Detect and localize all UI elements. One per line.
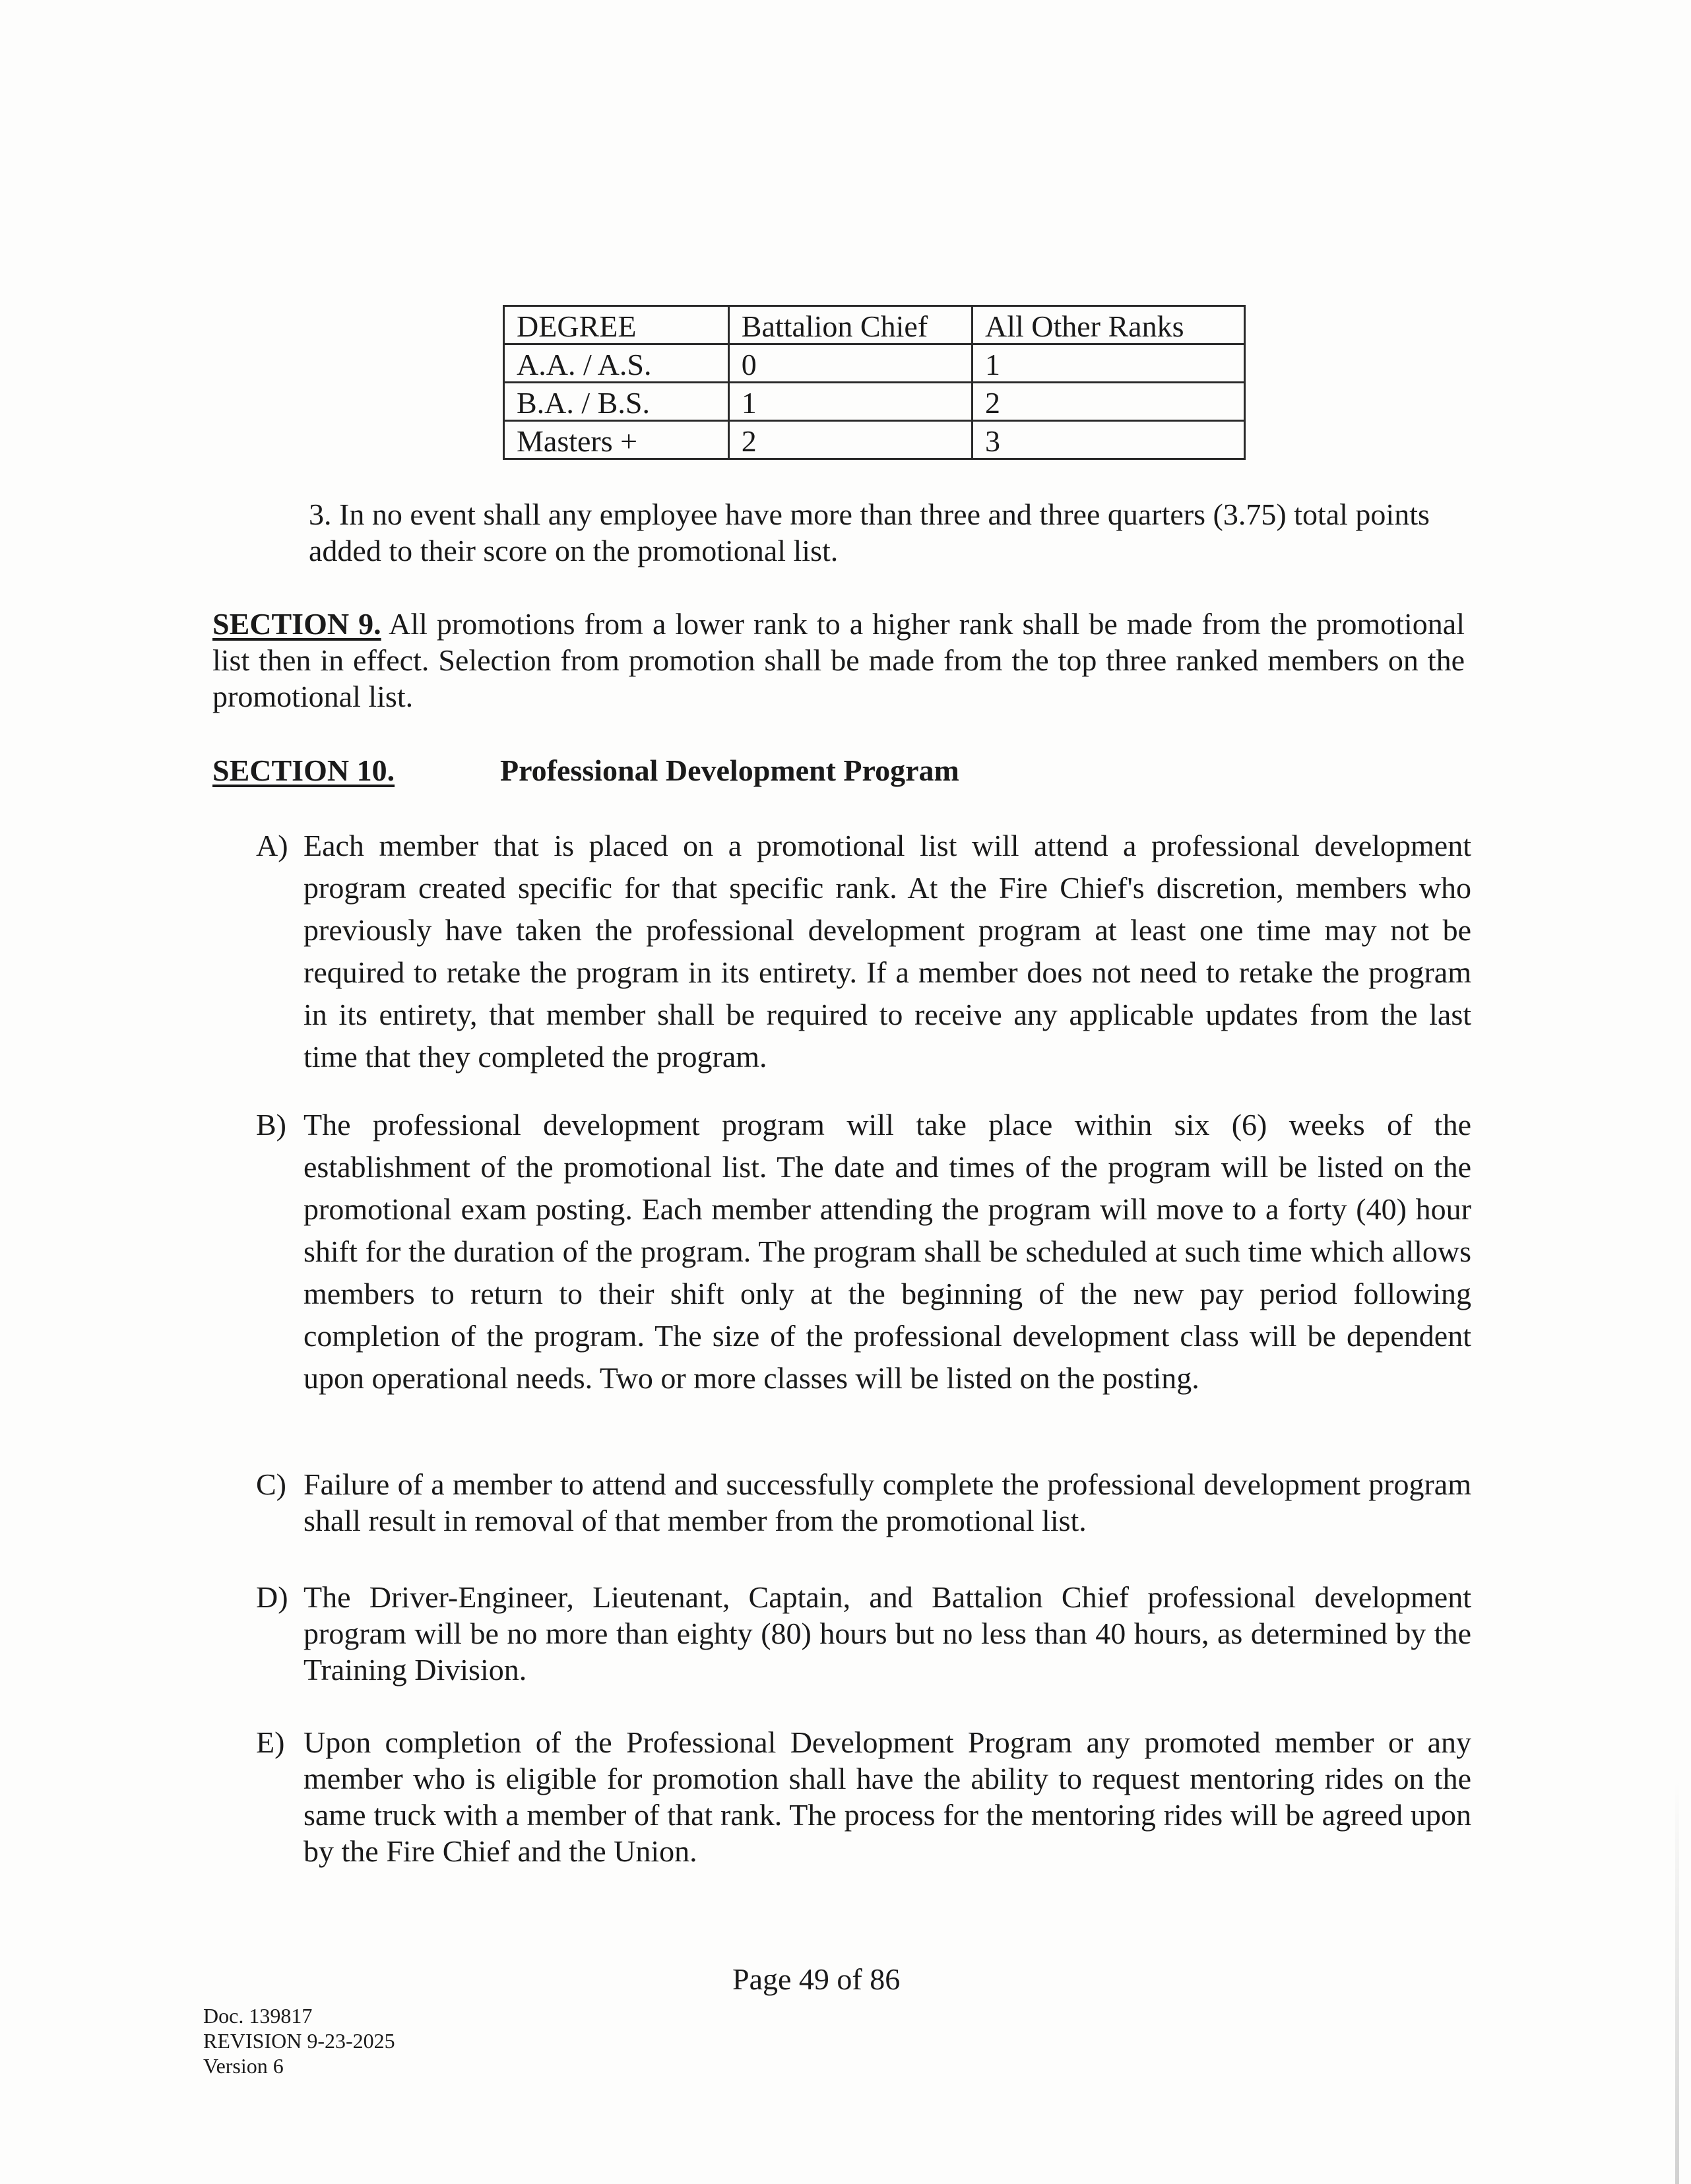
section-10-header	[212, 752, 959, 788]
table-cell: 2	[972, 383, 1244, 421]
table-header-cell: All Other Ranks	[972, 306, 1244, 344]
table-cell: 0	[728, 344, 972, 383]
table-row	[504, 344, 1245, 383]
table-cell: 3	[972, 421, 1244, 459]
table-cell: B.A. / B.S.	[504, 383, 729, 421]
section-9-body: All promotions from a lower rank to a higher rank shall be made from the promotional list then in effect. Selection from promotion shall be made from the top three ranked members on the promotional list.	[212, 607, 1465, 713]
scan-edge-shadow	[1675, 1782, 1679, 2184]
page-number: Page 49 of 86	[732, 1962, 901, 1996]
version-label: Version 6	[203, 2054, 284, 2078]
list-item-marker: D)	[256, 1580, 288, 1614]
table-cell: 1	[972, 344, 1244, 383]
list-item-marker: C)	[256, 1467, 286, 1501]
table-header-cell: DEGREE	[504, 306, 729, 344]
section-10-title: Professional Development Program	[500, 754, 959, 787]
section-10-heading: SECTION 10.	[212, 754, 395, 787]
table-header-row	[504, 306, 1245, 344]
section-9-heading: SECTION 9.	[212, 607, 381, 641]
table-cell: 2	[728, 421, 972, 459]
degree-points-table	[503, 305, 1246, 460]
list-item-text: The professional development program will take place within six (6) weeks of the establishment of the promotional list. The date and times of the program will be listed on the promotional exam posting. Each member attending the program will move to a forty (40) hour shift for the duration of the program. The program shall be scheduled at such time which allows members to return to their shift only at the beginning of the new pay period following completion of the program. The size of the professional development class will be dependent upon operational needs. Two or more classes will be listed on the posting.	[303, 1108, 1471, 1395]
list-item-text: Each member that is placed on a promotional list will attend a professional development program created specific for that specific rank. At the Fire Chief's discretion, members who previously have taken the professional development program at least one time may not be required to retake the program in its entirety. If a member does not need to retake the program in its entirety, that member shall be required to receive any applicable updates from the last time that they completed the program.	[303, 829, 1471, 1074]
table-cell: A.A. / A.S.	[504, 344, 729, 383]
section-9	[212, 606, 1465, 715]
list-item-text: Failure of a member to attend and successfully complete the professional development program shall result in removal of that member from the promotional list.	[303, 1467, 1471, 1537]
list-item-marker: B)	[256, 1108, 286, 1141]
list-item-text: The Driver-Engineer, Lieutenant, Captain, and Battalion Chief professional development program will be no more than eighty (80) hours but no less than 40 hours, as determined by the Training Division.	[303, 1580, 1471, 1686]
table-row	[504, 383, 1245, 421]
table-row	[504, 421, 1245, 459]
table-cell: 1	[728, 383, 972, 421]
doc-id: Doc. 139817	[203, 2004, 313, 2028]
revision-date: REVISION 9-23-2025	[203, 2029, 395, 2053]
list-item-marker: A)	[256, 829, 288, 862]
list-item-marker: E)	[256, 1725, 285, 1759]
document-metadata	[203, 2003, 395, 2078]
table-cell: Masters +	[504, 421, 729, 459]
table-header-cell: Battalion Chief	[728, 306, 972, 344]
points-limit-note: 3. In no event shall any employee have more than three and three quarters (3.75) total points added to their score on the promotional list.	[309, 498, 1430, 567]
list-item-text: Upon completion of the Professional Development Program any promoted member or any member who is eligible for promotion shall have the ability to request mentoring rides on the same truck with a member of that rank. The process for the mentoring rides will be agreed upon by the Fire Chief and the Union.	[303, 1725, 1471, 1868]
